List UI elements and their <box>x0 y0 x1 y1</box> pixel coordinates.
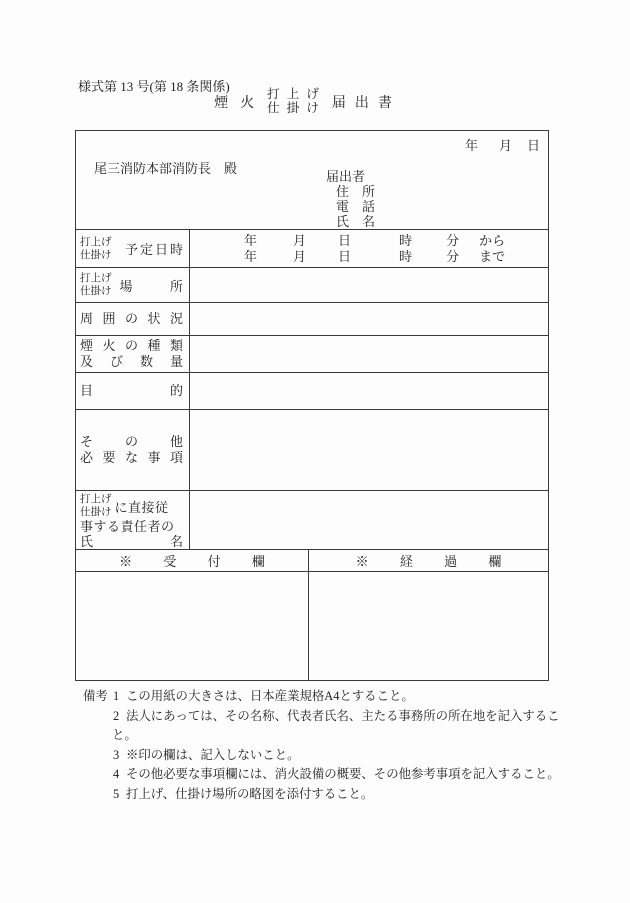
document-title <box>0 88 618 115</box>
launch-setup-stack: 打上げ 仕掛け <box>80 494 112 518</box>
row-surroundings <box>76 302 548 335</box>
title-notification: 届出書 <box>331 95 401 111</box>
form-header-cell <box>76 131 548 229</box>
notifier-phone-label: 電 話 <box>336 199 376 214</box>
title-stack-bottom: 仕 掛 け <box>267 100 321 115</box>
surroundings-label: 周 囲 の 状 況 <box>80 311 183 326</box>
other-label-line1: そ の 他 <box>80 434 183 449</box>
date-day-label: 日 <box>526 138 540 153</box>
remarks-section <box>83 687 583 804</box>
date-line <box>465 135 548 154</box>
launch-setup-stack: 打上げ 仕掛け <box>80 236 112 261</box>
schedule-to-line: 年 月 日 時 分 まで <box>244 249 506 264</box>
title-enka: 煙火 <box>214 95 267 111</box>
receipt-stamp-area <box>76 572 309 680</box>
type-label-line1: 煙 火 の 種 類 <box>80 338 183 353</box>
title-launch-setup-stack <box>267 88 321 115</box>
remark-item-2-continuation: と。 <box>112 728 137 742</box>
title-stack-top: 打 上 げ <box>267 87 321 101</box>
scheduled-datetime-value-cell <box>190 230 548 267</box>
progress-stamp-area <box>309 572 548 680</box>
purpose-label: 目 的 <box>80 383 183 398</box>
remarks-heading: 備考 <box>83 689 108 703</box>
remark-item-5: 5 打上げ、仕掛け場所の略図を添付すること。 <box>113 786 374 801</box>
remark-item-2: 2 法人にあっては、その名称、代表者氏名、主たる事務所の所在地を記入するこ <box>113 708 560 723</box>
date-year-label: 年 <box>464 138 478 153</box>
place-value-cell <box>190 268 548 302</box>
notifier-block <box>326 169 375 229</box>
row-other-matters <box>76 409 548 490</box>
remark-item-4: 4 その他必要な事項欄には、消火設備の概要、その他参考事項を記入すること。 <box>113 767 560 781</box>
row-type-quantity <box>76 335 548 372</box>
receipt-column-header-cell <box>76 550 309 571</box>
row-purpose <box>76 372 548 409</box>
progress-column-header-cell <box>309 550 548 571</box>
scheduled-datetime-label-cell <box>76 230 190 267</box>
form-number: 様式第 13 号(第 18 条関係) <box>78 79 230 94</box>
responsible-label-line1: 打上げ 仕掛け に直接従 <box>80 494 169 518</box>
notifier-address-label: 住 所 <box>336 184 376 199</box>
purpose-value-cell <box>190 373 548 409</box>
row-scheduled-datetime <box>76 229 548 267</box>
responsible-person-value-cell <box>190 491 548 549</box>
row-responsible-person <box>76 490 548 549</box>
other-matters-value-cell <box>190 410 548 490</box>
remark-item-1: 備考 1 この用紙の大きさは、日本産業規格A4とすること。 <box>83 687 583 707</box>
responsible-label-line2: 事する責任者の <box>80 519 175 534</box>
notifier-name-label: 氏 名 <box>336 214 376 229</box>
form-table <box>75 130 549 681</box>
surroundings-label-cell <box>76 303 190 335</box>
row-place <box>76 267 548 302</box>
responsible-person-label-cell <box>76 491 190 549</box>
stamp-header-row <box>76 549 548 571</box>
other-label-line2: 必 要 な 事 項 <box>80 450 183 465</box>
progress-column-header: ※ 経 過 欄 <box>355 554 516 569</box>
type-quantity-label-cell <box>76 336 190 372</box>
stamp-body-row <box>76 571 548 680</box>
type-label-line2: 及 び 数 量 <box>80 354 183 369</box>
notifier-label: 届出者 <box>326 169 366 184</box>
other-matters-label-cell <box>76 410 190 490</box>
schedule-from-line: 年 月 日 時 分 から <box>244 233 506 248</box>
responsible-label-line3: 氏 名 <box>80 534 183 549</box>
launch-setup-stack: 打上げ 仕掛け <box>80 273 112 297</box>
surroundings-value-cell <box>190 303 548 335</box>
date-month-label: 月 <box>498 138 512 153</box>
place-label-cell <box>76 268 190 302</box>
type-quantity-value-cell <box>190 336 548 372</box>
addressee: 尾三消防本部消防長 殿 <box>94 161 238 176</box>
place-label: 場 所 <box>119 278 183 294</box>
remark-item-3: 3 ※印の欄は、記入しないこと。 <box>113 747 300 762</box>
purpose-label-cell <box>76 373 190 409</box>
scheduled-datetime-label: 予定日時 <box>124 242 185 257</box>
receipt-column-header: ※ 受 付 欄 <box>119 554 279 569</box>
